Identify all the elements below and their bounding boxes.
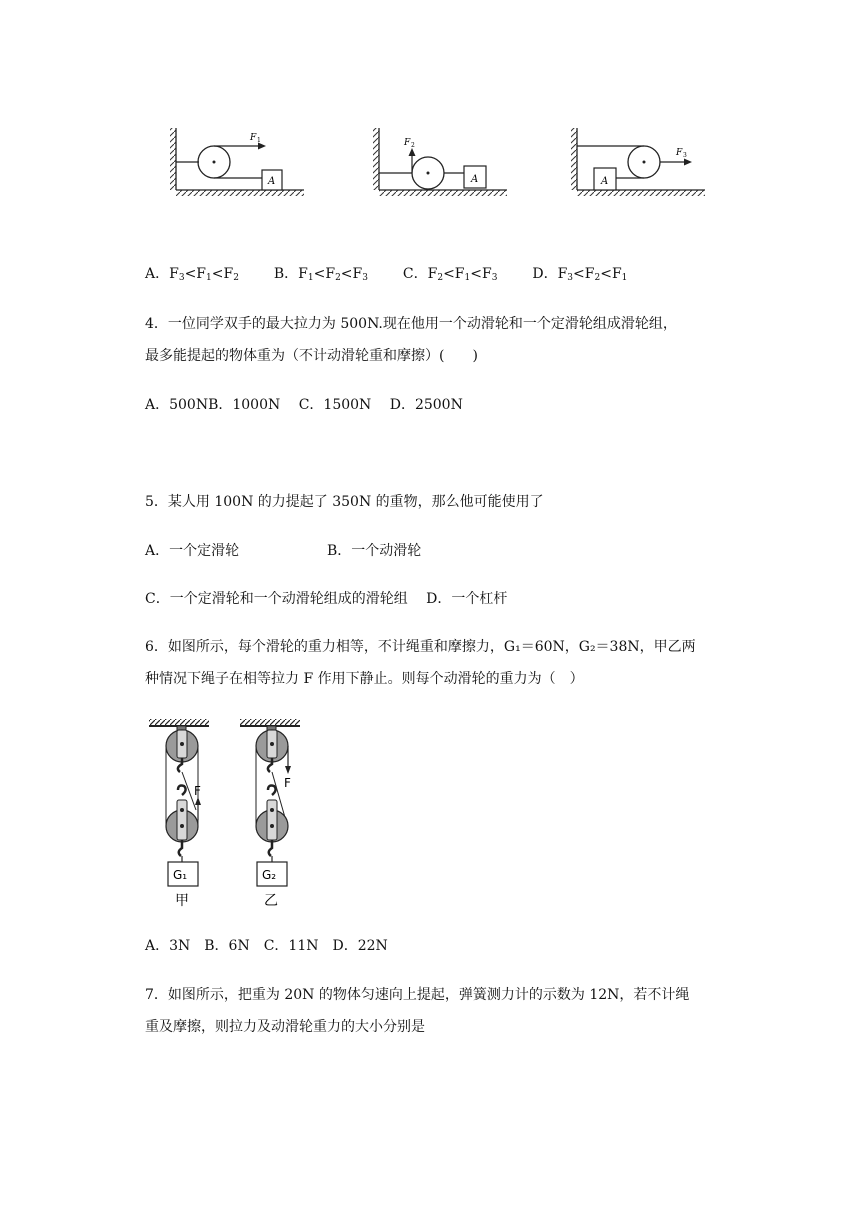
- q4-options: A．500NB．1000N C．1500N D．2500N: [145, 397, 463, 413]
- svg-text:A: A: [601, 176, 609, 187]
- q5-option-b: B．一个动滑轮: [327, 543, 422, 559]
- q4-stem-line1: 4．一位同学双手的最大拉力为 500N.现在他用一个动滑轮和一个定滑轮组成滑轮组，: [145, 316, 677, 332]
- q5-option-a: A．一个定滑轮: [145, 543, 240, 559]
- caption-jia: 甲: [175, 893, 189, 909]
- q3-option-a: A．$F_3<F_1<F_2$: [145, 266, 239, 283]
- svg-text:2: 2: [411, 142, 415, 149]
- svg-text:3: 3: [683, 152, 687, 159]
- q7-stem-line1: 7．如图所示，把重为 20N 的物体匀速向上提起，弹簧测力计的示数为 12N，若不计绳: [145, 987, 690, 1003]
- weight-g2-label: G₂: [262, 868, 277, 882]
- q6-stem-line1: 6．如图所示，每个滑轮的重力相等，不计绳重和摩擦力，G₁＝60N，G₂＝38N，甲乙两: [145, 639, 696, 655]
- q5-stem: 5．某人用 100N 的力提起了 350N 的重物，那么他可能使用了: [145, 494, 544, 510]
- weight-g1-label: G₁: [173, 868, 188, 882]
- pulley-system-jia: [149, 719, 209, 886]
- q6-options: A．3N B．6N C．11N D．22N: [145, 938, 388, 954]
- q3-option-b: B．$F_1<F_2<F_3$: [273, 266, 368, 283]
- q7-stem-line2: 重及摩擦，则拉力及动滑轮重力的大小分别是: [145, 1019, 425, 1035]
- q5-option-cd: C．一个定滑轮和一个动滑轮组成的滑轮组 D．一个杠杆: [145, 591, 508, 607]
- svg-text:F: F: [676, 148, 683, 158]
- svg-text:A: A: [471, 174, 479, 185]
- q6-stem-line2: 种情况下绳子在相等拉力 F 作用下静止。则每个动滑轮的重力为（ ）: [145, 671, 584, 687]
- caption-yi: 乙: [264, 893, 278, 909]
- force-label-yi: F: [284, 776, 291, 790]
- svg-text:1: 1: [257, 137, 261, 144]
- f1-label: F: [250, 133, 257, 143]
- q4-stem-line2: 最多能提起的物体重为（不计动滑轮重和摩擦）( ): [145, 348, 478, 364]
- q3-option-d: D．$F_3<F_2<F_1$: [532, 266, 628, 283]
- force-label-jia: F: [194, 784, 201, 798]
- svg-text:F: F: [404, 138, 411, 148]
- q3-option-c: C．$F_2<F_1<F_3$: [402, 266, 498, 283]
- pulley-system-yi: [240, 719, 300, 886]
- svg-text:A: A: [268, 176, 276, 187]
